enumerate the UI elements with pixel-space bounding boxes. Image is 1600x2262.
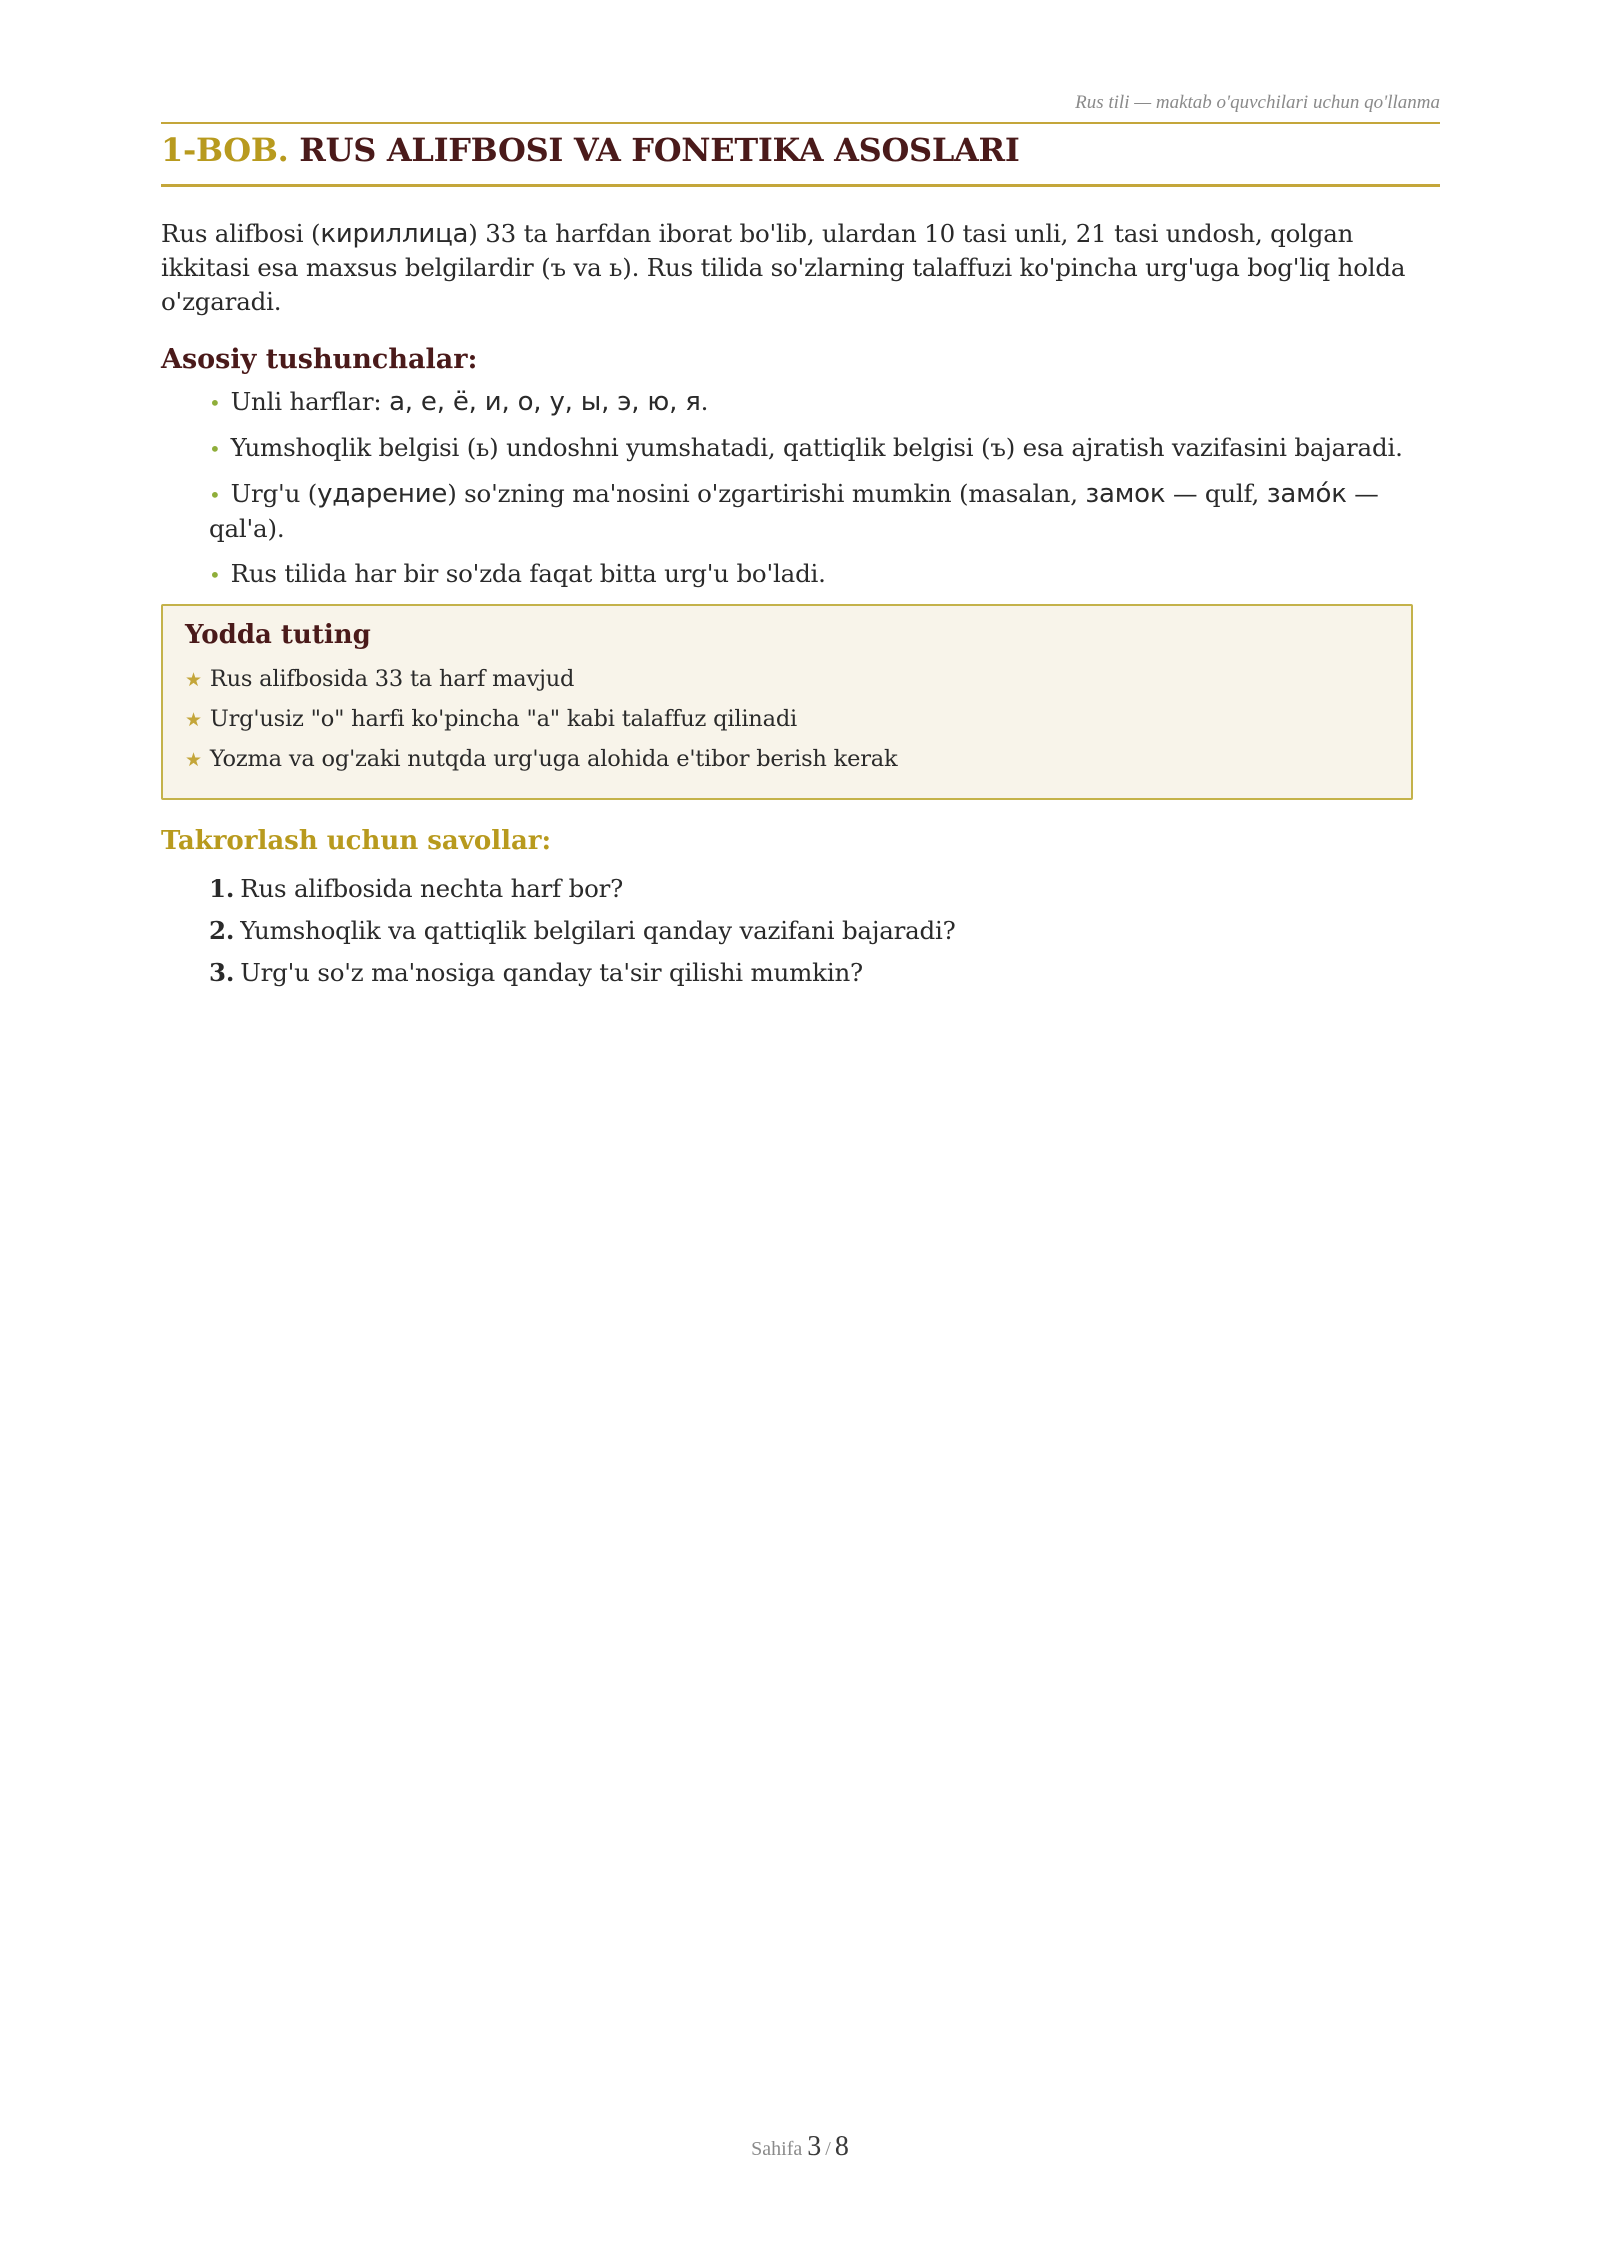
list-item (209, 477, 1440, 546)
item-cyrillic: замок (1085, 478, 1166, 509)
bullet-icon: • (209, 562, 221, 587)
document-page (161, 92, 1440, 994)
intro-cyrillic-term: кириллица (320, 219, 469, 249)
intro-paragraph (161, 217, 1440, 319)
running-header: Rus tili — maktab o'quvchilari uchun qo'llanma (161, 92, 1440, 124)
remember-item (185, 740, 1389, 780)
question-number: 2. (209, 915, 235, 945)
remember-item (185, 660, 1389, 700)
item-cyrillic: а, е, ё, и, о, у, ы, э, ю, я (389, 386, 701, 417)
page-footer (0, 2131, 1600, 2163)
concepts-list (161, 385, 1440, 592)
bullet-icon: • (209, 390, 221, 415)
page-separator: / (825, 2138, 831, 2160)
question-item (209, 910, 1440, 952)
question-item (209, 952, 1440, 994)
item-text: Urg'u ( (230, 478, 318, 508)
item-text: Yumshoqlik belgisi (ь) undoshni yumshatadi, qattiqlik belgisi (ъ) esa ajratish vazifasini bajaradi. (230, 432, 1403, 462)
star-icon: ★ (185, 668, 202, 691)
remember-box (161, 604, 1413, 800)
question-text: Rus alifbosida nechta harf bor? (240, 873, 624, 903)
question-number: 3. (209, 957, 235, 987)
star-icon: ★ (185, 708, 202, 731)
chapter-number: 1-BOB. (161, 131, 289, 169)
bullet-icon: • (209, 436, 221, 461)
list-item (209, 431, 1440, 466)
remember-item-text: Yozma va og'zaki nutqda urg'uga alohida e'tibor berish kerak (209, 745, 898, 772)
item-text: Rus tilida har bir so'zda faqat bitta urg'u bo'ladi. (230, 558, 826, 588)
item-text: ) so'zning ma'nosini o'zgartirishi mumkin (masalan, (447, 478, 1086, 508)
review-questions-list (161, 868, 1440, 994)
current-page-number: 3 (807, 2131, 822, 2162)
remember-item (185, 700, 1389, 740)
list-item (209, 557, 1440, 592)
page-label: Sahifa (751, 2138, 803, 2160)
item-text: — qulf, (1165, 478, 1267, 508)
question-text: Urg'u so'z ma'nosiga qanday ta'sir qilishi mumkin? (240, 957, 863, 987)
bullet-icon: • (209, 482, 221, 507)
list-item (209, 385, 1440, 420)
chapter-name: RUS ALIFBOSI VA FONETIKA ASOSLARI (299, 131, 1020, 169)
total-pages: 8 (834, 2131, 849, 2162)
question-item (209, 868, 1440, 910)
question-text: Yumshoqlik va qattiqlik belgilari qanday vazifani bajaradi? (240, 915, 956, 945)
remember-item-text: Urg'usiz "о" harfi ko'pincha "а" kabi talaffuz qilinadi (209, 705, 798, 732)
intro-text-1: Rus alifbosi ( (161, 219, 321, 248)
chapter-title (161, 130, 1440, 187)
item-text: . (700, 386, 709, 416)
star-icon: ★ (185, 748, 202, 771)
question-number: 1. (209, 873, 235, 903)
item-cyrillic: замо́к (1266, 478, 1347, 509)
intro-text-2: ) 33 ta harfdan iborat bo'lib, ulardan 10 tasi unli, 21 tasi undosh, qolgan ikkitasi esa maxsus belgilardir (ъ va ь). Rus tilida so'zlarning talaffuzi ko'pincha urg'uga bog'liq holda o'zgaradi. (161, 219, 1406, 316)
review-heading: Takrorlash uchun savollar: (161, 825, 552, 856)
item-text: Unli harflar: (230, 386, 390, 416)
remember-title: Yodda tuting (185, 619, 371, 650)
item-cyrillic: ударение (317, 478, 448, 509)
remember-item-text: Rus alifbosida 33 ta harf mavjud (209, 665, 575, 692)
item-text: — qal'a). (209, 478, 1379, 543)
concepts-heading: Asosiy tushunchalar: (161, 343, 478, 375)
